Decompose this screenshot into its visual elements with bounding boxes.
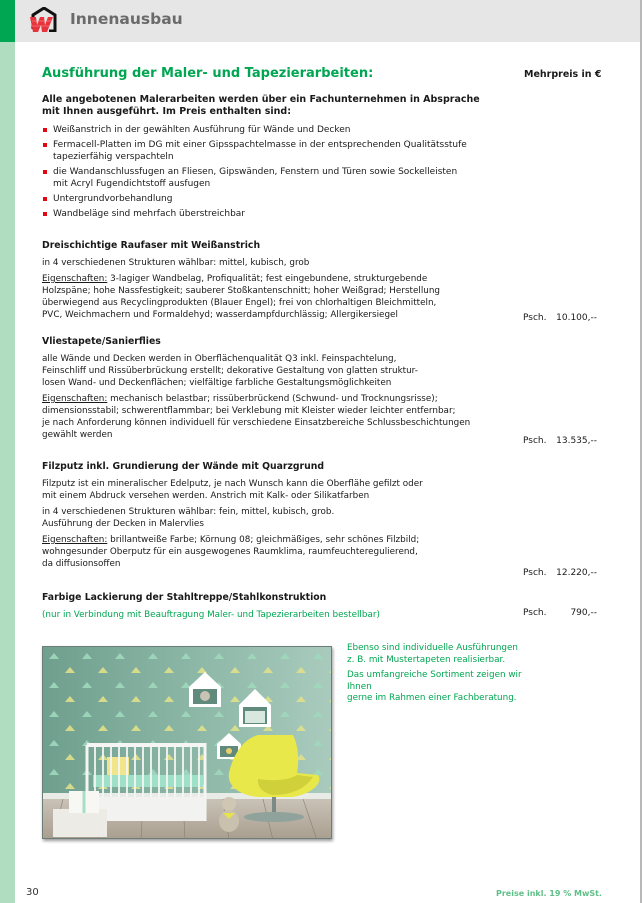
- properties-text: dimensionsstabil; schwerentflammbar; bei Verklebung mit Kleister wieder leichter entfernbar;: [42, 406, 456, 416]
- section-title: Ausführung der Maler- und Tapezierarbeiten:: [42, 66, 374, 81]
- item-text-line: losen Wand- und Deckenflächen; vielfältige farbliche Gestaltungsmöglichkeiten: [42, 378, 392, 388]
- side-note-line: gerne im Rahmen einer Fachberatung.: [347, 693, 517, 703]
- item-stahltreppe: [42, 592, 482, 625]
- item-text: [42, 506, 482, 530]
- included-items-list: [42, 124, 472, 223]
- properties-label: Eigenschaften:: [42, 394, 108, 404]
- price-amount: 12.220,--: [556, 568, 597, 578]
- properties-text: Holzspäne; hohe Nassfestigkeit; sauberer Stoßkantenschnitt; hoher Weißgrad; Herstellung: [42, 286, 441, 296]
- item-text: in 4 verschiedenen Strukturen wählbar: mittel, kubisch, grob: [42, 258, 310, 268]
- list-item: [42, 193, 472, 205]
- properties-text: mechanisch belastbar; rissüberbrückend (Schwund- und Trocknungsrisse);: [107, 394, 438, 404]
- item-text-line: Feinschliff und Rissüberbrückung erstellt; dekorative Gestaltung von glatten struktur-: [42, 366, 418, 376]
- nursery-photo: [42, 646, 332, 839]
- price-amount: 10.100,--: [556, 313, 597, 323]
- properties-text: 3-lagiger Wandbelag, Profiqualität; fest eingebundene, strukturgebende: [107, 274, 428, 284]
- side-note-line: z. B. mit Mustertapeten realisierbar.: [347, 654, 506, 665]
- intro-line: Alle angebotenen Malerarbeiten werden über ein Fachunternehmen in Absprache: [42, 94, 480, 105]
- item-filzputz: [42, 461, 482, 570]
- price-row: [523, 568, 597, 578]
- properties-label: Eigenschaften:: [42, 274, 108, 284]
- bullet-icon: [43, 128, 47, 132]
- side-note-paragraph: [347, 670, 547, 705]
- item-text-line: alle Wände und Decken werden in Oberflächenqualität Q3 inkl. Feinspachtelung,: [42, 354, 397, 364]
- footer-vat-note: Preise inkl. 19 % MwSt.: [496, 889, 602, 898]
- list-item-text: Untergrundvorbehandlung: [53, 194, 173, 204]
- item-text-line: in 4 verschiedenen Strukturen wählbar: fein, mittel, kubisch, grob.: [42, 507, 335, 517]
- header-title: Innenausbau: [70, 10, 183, 28]
- nursery-illustration: [43, 647, 332, 839]
- list-item-text: die Wandanschlussfugen an Fliesen, Gipswänden, Fenstern und Türen sowie Sockelleisten: [53, 167, 458, 177]
- list-item-text: Wandbeläge sind mehrfach überstreichbar: [53, 209, 245, 219]
- item-properties: [42, 273, 482, 321]
- side-note: [347, 643, 547, 709]
- properties-text: je nach Anforderung können individuell für verschiedene Einsatzbereiche Schlussbeschichtungen: [42, 418, 471, 428]
- item-properties: [42, 534, 482, 570]
- left-accent-bar: [0, 42, 15, 903]
- list-item: [42, 124, 472, 136]
- properties-label: Eigenschaften:: [42, 535, 108, 545]
- price-unit: Psch.: [523, 608, 547, 618]
- price-row: [523, 608, 597, 618]
- list-item: [42, 139, 472, 163]
- list-item-text: tapezierfähig verspachteln: [53, 152, 174, 162]
- item-text-line: Ausführung der Decken in Malervlies: [42, 519, 204, 529]
- item-title: Dreischichtige Raufaser mit Weißanstrich: [42, 240, 261, 251]
- item-title: Farbige Lackierung der Stahltreppe/Stahlkonstruktion: [42, 592, 327, 603]
- side-note-line: Das umfangreiche Sortiment zeigen wir Ihnen: [347, 670, 522, 692]
- properties-text: gewählt werden: [42, 430, 113, 440]
- item-text: [42, 353, 482, 389]
- item-title: Filzputz inkl. Grundierung der Wände mit Quarzgrund: [42, 461, 325, 472]
- item-text: [42, 478, 482, 502]
- price-row: [523, 436, 597, 446]
- item-title: Vliestapete/Sanierflies: [42, 336, 161, 347]
- bullet-icon: [43, 212, 47, 216]
- side-note-paragraph: [347, 643, 547, 666]
- page-number: 30: [26, 887, 39, 898]
- properties-text: wohngesunder Oberputz für ein ausgewogenes Raumklima, raumfeuchteregulierend,: [42, 547, 418, 557]
- price-amount: 790,--: [570, 608, 597, 618]
- price-unit: Psch.: [523, 568, 547, 578]
- price-amount: 13.535,--: [556, 436, 597, 446]
- item-vliestapete: [42, 336, 482, 441]
- item-properties: [42, 393, 482, 441]
- intro-text: [42, 94, 482, 118]
- properties-text: da diffusionsoffen: [42, 559, 121, 569]
- list-item-text: Weißanstrich in der gewählten Ausführung für Wände und Decken: [53, 125, 351, 135]
- properties-text: überwiegend aus Recyclingprodukten (Blauer Engel); frei von chlorhaltigen Bleichmitteln,: [42, 298, 437, 308]
- bullet-icon: [43, 170, 47, 174]
- list-item: [42, 208, 472, 220]
- price-unit: Psch.: [523, 313, 547, 323]
- left-accent-bar-top: [0, 0, 15, 42]
- list-item-text: Fermacell-Platten im DG mit einer Gipsspachtelmasse in der entsprechenden Qualitätsstufe: [53, 140, 467, 150]
- bullet-icon: [43, 197, 47, 201]
- item-text-line: Filzputz ist ein mineralischer Edelputz, je nach Wunsch kann die Oberflähe gefilzt oder: [42, 479, 423, 489]
- item-text-line: mit einem Abdruck versehen werden. Anstrich mit Kalk- oder Silikatfarben: [42, 491, 370, 501]
- list-item: [42, 166, 472, 190]
- price-row: [523, 313, 597, 323]
- price-column-header: Mehrpreis in €: [524, 69, 602, 80]
- item-note: (nur in Verbindung mit Beauftragung Maler- und Tapezierarbeiten bestellbar): [42, 610, 380, 620]
- price-unit: Psch.: [523, 436, 547, 446]
- intro-line: mit Ihnen ausgeführt. Im Preis enthalten sind:: [42, 106, 292, 117]
- bullet-icon: [43, 143, 47, 147]
- list-item-text: mit Acryl Fugendichtstoff ausfugen: [53, 179, 211, 189]
- side-note-line: Ebenso sind individuelle Ausführungen: [347, 643, 519, 653]
- properties-text: brillantweiße Farbe; Körnung 08; gleichmäßiges, sehr schönes Filzbild;: [107, 535, 420, 545]
- properties-text: PVC, Weichmachern und Formaldehyd; wasserdampfdurchlässig; Allergikersiegel: [42, 310, 398, 320]
- item-raufaser: [42, 240, 482, 321]
- w-house-logo-icon: [29, 7, 59, 32]
